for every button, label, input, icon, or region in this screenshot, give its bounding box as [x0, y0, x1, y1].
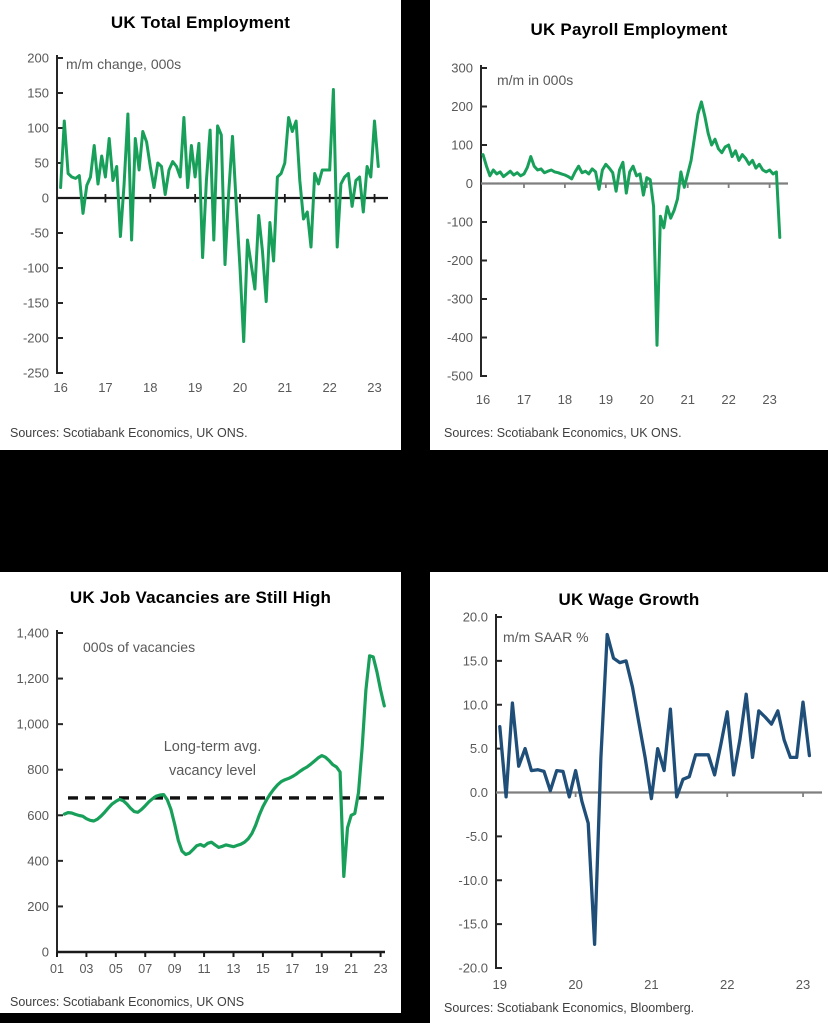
svg-text:-10.0: -10.0 [458, 872, 488, 888]
svg-text:-200: -200 [22, 330, 49, 346]
svg-text:20: 20 [639, 392, 655, 407]
series-line [500, 635, 810, 945]
svg-text:100: 100 [451, 137, 473, 153]
chart-title-wage-growth: UK Wage Growth [558, 590, 700, 609]
svg-text:150: 150 [27, 85, 49, 101]
svg-text:-15.0: -15.0 [458, 916, 488, 932]
svg-text:17: 17 [285, 962, 300, 976]
units-label-payroll-employment: m/m in 000s [497, 72, 574, 88]
svg-text:300: 300 [451, 60, 473, 76]
svg-text:-400: -400 [446, 330, 473, 345]
job-vacancies-chart [0, 572, 401, 1013]
svg-text:23: 23 [795, 977, 811, 992]
svg-text:09: 09 [167, 962, 182, 976]
units-label-wage-growth: m/m SAAR % [503, 629, 589, 645]
svg-text:21: 21 [277, 380, 293, 395]
svg-text:18: 18 [557, 392, 573, 407]
svg-text:-500: -500 [446, 368, 473, 384]
panel-job-vacancies [0, 572, 401, 1013]
svg-text:15: 15 [255, 962, 270, 976]
chart-title-total-employment: UK Total Employment [110, 13, 291, 32]
chart-title-job-vacancies: UK Job Vacancies are Still High [69, 588, 332, 607]
svg-text:-100: -100 [22, 260, 49, 276]
svg-text:600: 600 [27, 807, 49, 823]
svg-text:100: 100 [27, 120, 49, 136]
svg-text:400: 400 [27, 853, 49, 869]
wage-growth-chart [430, 572, 828, 1023]
source-note-total-employment: Sources: Scotiabank Economics, UK ONS. [10, 426, 248, 440]
svg-text:22: 22 [719, 977, 735, 992]
svg-text:800: 800 [27, 762, 49, 778]
annotation-line-1: Long-term avg. [163, 739, 262, 755]
series-line [64, 656, 384, 877]
units-label-job-vacancies: 000s of vacancies [83, 639, 196, 655]
svg-text:20.0: 20.0 [462, 609, 488, 625]
svg-text:19: 19 [187, 380, 203, 395]
svg-text:1,400: 1,400 [16, 625, 49, 641]
svg-text:20: 20 [568, 977, 583, 992]
chart-title-payroll-employment: UK Payroll Employment [530, 20, 728, 39]
svg-text:23: 23 [373, 962, 388, 976]
svg-text:23: 23 [367, 380, 382, 395]
svg-text:200: 200 [27, 898, 49, 914]
panel-payroll-employment [430, 0, 828, 450]
svg-text:07: 07 [138, 962, 153, 976]
svg-text:22: 22 [721, 392, 736, 407]
source-note-payroll-employment: Sources: Scotiabank Economics, UK ONS. [444, 426, 682, 440]
svg-text:19: 19 [492, 977, 508, 992]
svg-text:16: 16 [475, 392, 491, 407]
svg-text:15.0: 15.0 [462, 653, 488, 669]
svg-text:-200: -200 [446, 253, 473, 268]
svg-text:-300: -300 [446, 291, 473, 307]
svg-text:0.0: 0.0 [469, 785, 488, 800]
svg-text:-5.0: -5.0 [465, 828, 488, 844]
svg-text:23: 23 [762, 392, 777, 407]
svg-text:03: 03 [79, 962, 94, 976]
svg-text:01: 01 [50, 962, 64, 976]
panel-wage-growth [430, 572, 828, 1023]
svg-text:17: 17 [98, 380, 113, 395]
svg-text:20: 20 [232, 380, 248, 395]
svg-text:05: 05 [108, 962, 123, 976]
series-line [483, 102, 780, 345]
svg-text:11: 11 [197, 962, 211, 976]
svg-text:1,000: 1,000 [16, 716, 49, 732]
svg-text:18: 18 [143, 380, 158, 395]
svg-text:0: 0 [41, 190, 49, 206]
svg-text:21: 21 [344, 962, 359, 976]
svg-text:0: 0 [41, 944, 49, 960]
annotation-line-2: vacancy level [168, 762, 257, 779]
payroll-employment-chart [430, 0, 828, 450]
svg-text:19: 19 [598, 392, 614, 407]
svg-text:-50: -50 [30, 225, 49, 241]
units-label-total-employment: m/m change, 000s [66, 56, 182, 72]
total-employment-chart [0, 0, 401, 450]
svg-text:16: 16 [53, 380, 68, 395]
source-note-wage-growth: Sources: Scotiabank Economics, Bloomberg. [444, 1001, 695, 1015]
svg-text:200: 200 [27, 50, 49, 66]
svg-text:21: 21 [644, 977, 659, 992]
svg-text:10.0: 10.0 [462, 697, 488, 713]
svg-text:13: 13 [226, 962, 241, 976]
svg-text:17: 17 [516, 392, 532, 407]
svg-text:-250: -250 [22, 365, 49, 381]
svg-text:5.0: 5.0 [469, 741, 488, 757]
svg-text:-150: -150 [22, 295, 49, 311]
svg-text:19: 19 [314, 962, 329, 976]
panel-total-employment [0, 0, 401, 450]
svg-text:0: 0 [465, 176, 473, 191]
svg-text:1,200: 1,200 [16, 671, 49, 687]
source-note-job-vacancies: Sources: Scotiabank Economics, UK ONS [10, 995, 245, 1009]
svg-text:50: 50 [34, 155, 49, 171]
svg-text:-20.0: -20.0 [458, 960, 488, 976]
svg-text:200: 200 [451, 99, 473, 114]
series-line [61, 90, 379, 342]
svg-text:21: 21 [680, 392, 695, 407]
svg-text:-100: -100 [446, 214, 473, 230]
svg-text:22: 22 [322, 380, 337, 395]
